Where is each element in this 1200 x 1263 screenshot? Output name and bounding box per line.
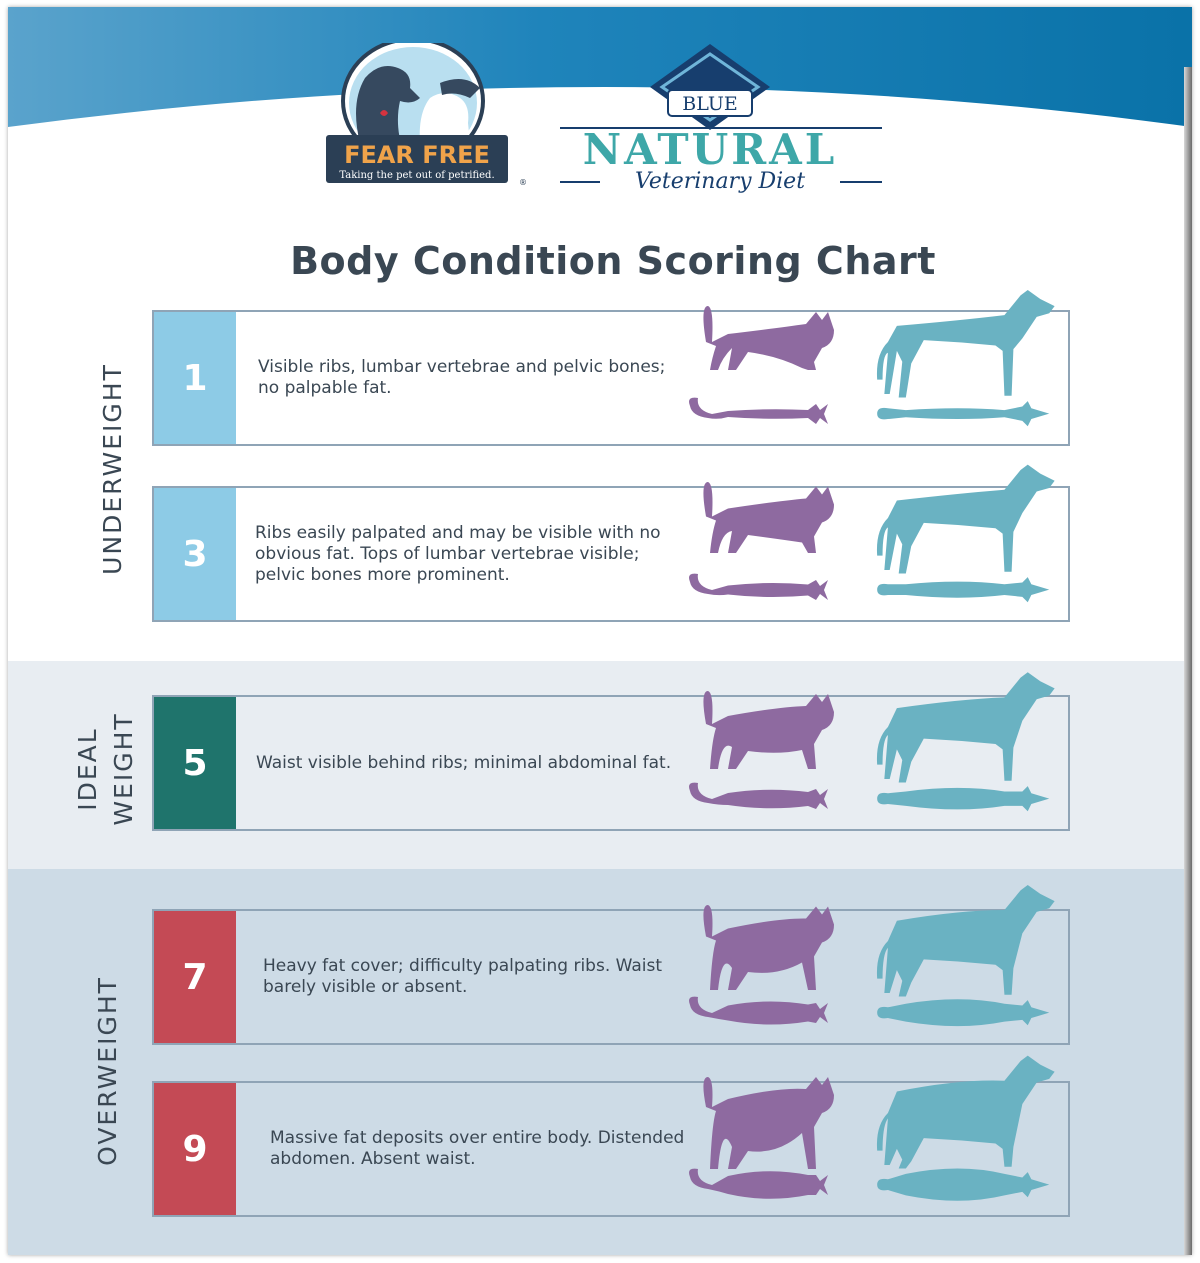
group-label-ideal-weight [70,689,142,849]
dog-silhouette-icon [870,883,1060,1033]
group-label-underweight: UNDERWEIGHT [98,363,127,575]
score-number: 1 [154,312,236,444]
cat-silhouette-icon [688,901,838,1031]
fear-free-wordmark: FEAR FREE [344,141,490,169]
fear-free-tagline: Taking the pet out of petrified. [339,170,495,181]
dog-silhouette-icon [870,284,1060,434]
score-number: 3 [154,488,236,620]
dog-silhouette-icon [870,1055,1060,1205]
chart-sheet [8,7,1192,1255]
score-description: Visible ribs, lumbar vertebrae and pelvic bones; no palpable fat. [258,357,666,398]
group-label-ideal-line2: WEIGHT [109,712,138,826]
score-number: 5 [154,697,236,829]
score-number: 7 [154,911,236,1043]
cat-silhouette-icon [688,687,838,817]
blue-natural-logo [548,42,893,197]
score-description: Waist visible behind ribs; minimal abdominal fat. [256,752,672,773]
cat-silhouette-icon [688,1073,838,1203]
cat-silhouette-icon [688,478,838,608]
group-label-ideal-line1: IDEAL [73,727,102,811]
natural-text: NATURAL [582,125,838,174]
registered-mark: ® [519,178,527,187]
score-description: Massive fat deposits over entire body. Distended abdomen. Absent waist. [270,1128,685,1169]
score-number: 9 [154,1083,236,1215]
dog-silhouette-icon [870,669,1060,819]
score-description: Heavy fat cover; difficulty palpating ribs. Waist barely visible or absent. [263,956,663,997]
cat-silhouette-icon [688,302,838,432]
score-description: Ribs easily palpated and may be visible with no obvious fat. Tops of lumbar vertebrae visible; pelvic bones more prominent. [255,522,661,585]
blue-brand-text: BLUE [682,93,738,115]
fear-free-logo [320,43,530,193]
veterinary-diet-text: Veterinary Diet [634,169,806,194]
page-title: Body Condition Scoring Chart [290,239,936,283]
group-label-overweight: OVERWEIGHT [93,976,122,1166]
dog-silhouette-icon [870,460,1060,610]
